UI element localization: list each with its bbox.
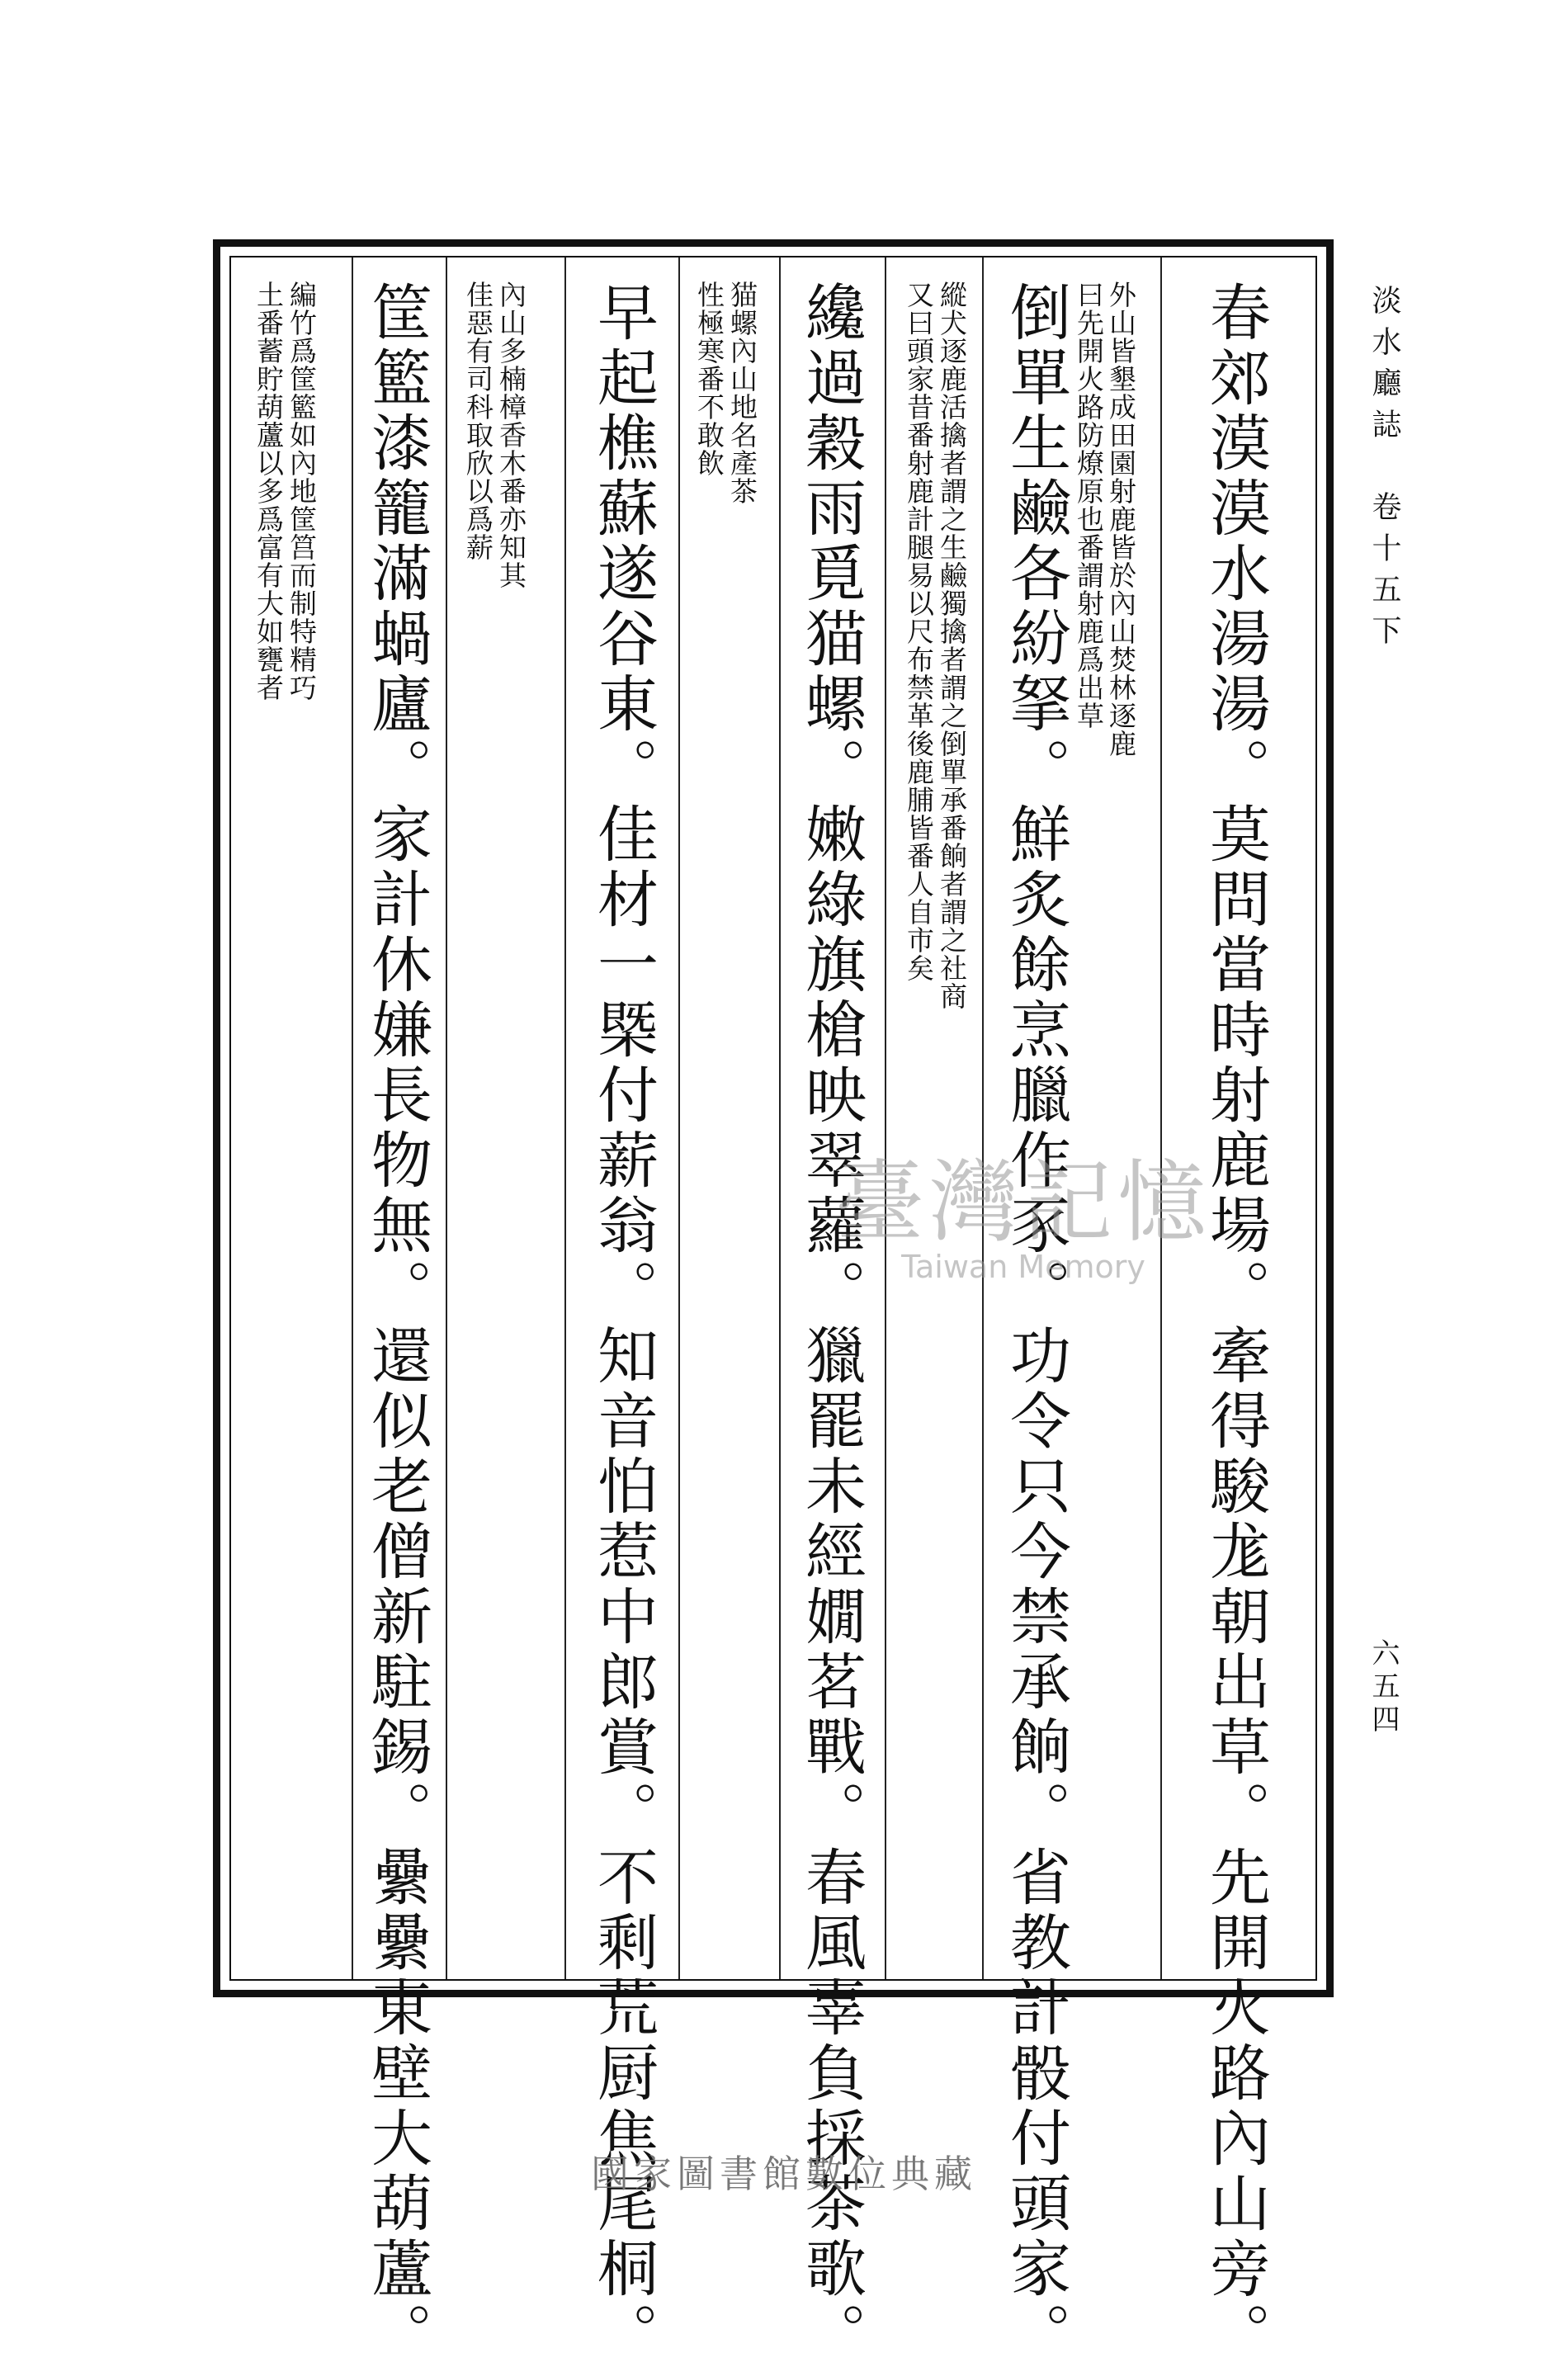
- annotation-line: 佳惡有司科取欣以爲薪: [461, 281, 494, 561]
- watermark: [792, 1131, 1254, 1285]
- column-rule: [446, 257, 447, 1979]
- watermark-chinese: 臺灣記憶: [834, 1151, 1211, 1254]
- column-rule: [564, 257, 566, 1979]
- poem-verse: 春郊漠漠水湯湯。莫問當時射鹿場。牽得駿尨朝出草。先開火路內山旁。: [1200, 281, 1271, 2367]
- annotation-line: 內山多楠樟香木番亦知其: [494, 281, 527, 589]
- column-rule: [779, 257, 781, 1979]
- poem-verse: 倒單生鹼各紛拏。鮮炙餘烹臘作豕。功令只今禁承餉。省教計骰付頭家。: [1000, 281, 1071, 2367]
- column-rule: [885, 257, 886, 1979]
- annotation-line: 猫螺內山地名產茶: [725, 281, 758, 505]
- library-credit: 國家圖書館數位典藏: [591, 2152, 977, 2196]
- annotation-line: 曰先開火路防燎原也番謂射鹿爲出草: [1072, 281, 1105, 730]
- page-number: 六五四: [1367, 1638, 1400, 1737]
- annotation-line: 又曰頭家昔番射鹿計腿易以尺布禁革後鹿脯皆番人自市矣: [902, 281, 935, 982]
- annotation-line: 性極寒番不敢飲: [692, 281, 725, 477]
- column-rule: [678, 257, 680, 1979]
- poem-verse: 早起樵蘇遂谷東。佳材一槩付薪翁。知音怕惹中郎賞。不剩荒厨焦尾桐。: [588, 281, 659, 2367]
- annotation-line: 土番蓄貯葫蘆以多爲富有大如甕者: [252, 281, 285, 702]
- column-rule: [352, 257, 353, 1979]
- running-title: 淡水廳誌 卷十五下: [1367, 285, 1401, 656]
- watermark-english: Taiwan Memory: [901, 1249, 1145, 1285]
- annotation-line: 縱犬逐鹿活擒者謂之生鹼獨擒者謂之倒單承番餉者謂之社商: [935, 281, 968, 1010]
- annotation-line: 編竹爲筐籃如內地筐筥而制特精巧: [285, 281, 318, 702]
- poem-verse: 筐籃漆籠滿蝸廬。家計休嫌長物無。還似老僧新駐錫。纍纍東壁大葫蘆。: [361, 281, 432, 2367]
- poem-verse: 纔過穀雨覓猫螺。嫩綠旗槍映翠蘿。獵罷未經嫺茗戰。春風辜負採茶歌。: [796, 281, 867, 2367]
- column-rule: [1160, 257, 1162, 1979]
- column-rule: [982, 257, 984, 1979]
- annotation-line: 外山皆墾成田園射鹿皆於內山焚林逐鹿: [1104, 281, 1137, 758]
